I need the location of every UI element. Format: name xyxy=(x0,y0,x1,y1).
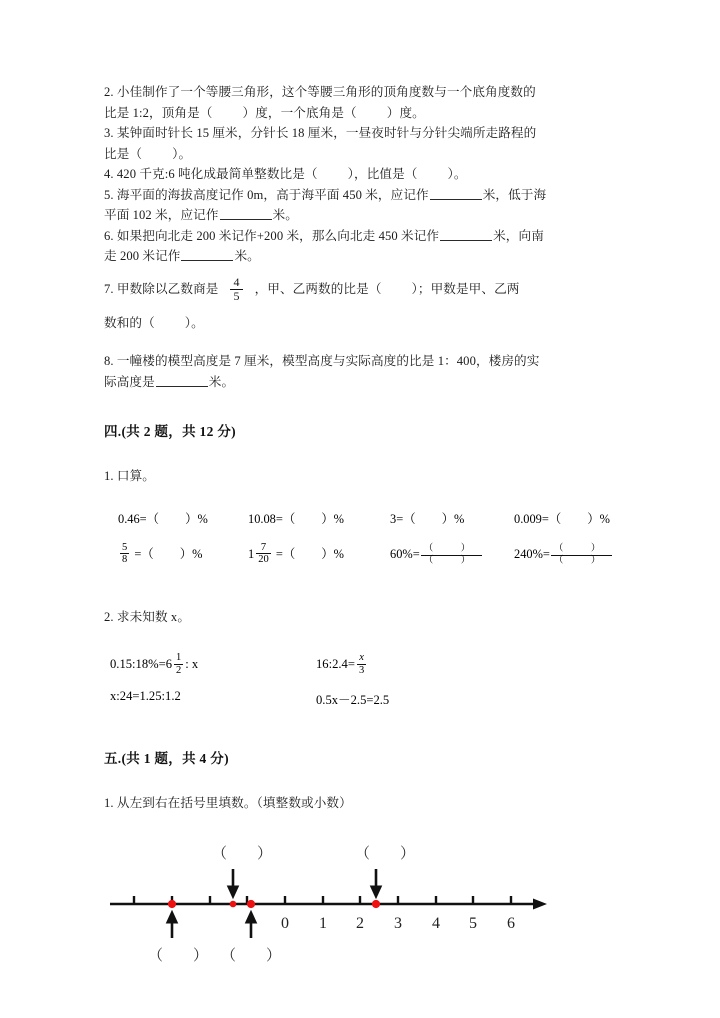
item-text: 甲数除以乙数商是 xyxy=(116,281,219,296)
fraction-numerator: 7 xyxy=(260,541,267,553)
fraction-numerator: 4 xyxy=(233,274,240,289)
blank-above-right-label[interactable]: （ ） xyxy=(355,845,416,862)
fraction-five-eighths xyxy=(120,542,129,567)
section-five-q1-title xyxy=(104,793,632,814)
oral-calc-item[interactable] xyxy=(248,509,344,527)
item-text: 小佳制作了一个等腰三角形，这个等腰三角形的顶角度数与一个底角度数的 xyxy=(116,85,536,99)
fraction-denominator-blank: （ ） xyxy=(551,555,613,568)
fraction-numerator-blank: （ ） xyxy=(423,543,480,554)
number-line-svg xyxy=(104,836,574,981)
paren-close: ） xyxy=(185,511,198,526)
expr-left: 0.46= xyxy=(118,511,147,526)
arrow-up-left-icon xyxy=(167,911,178,938)
whole-number: 1 xyxy=(248,546,255,561)
arrow-down-left-icon xyxy=(228,869,239,898)
answer-blank[interactable] xyxy=(155,310,185,336)
paren-close: ） xyxy=(179,546,193,561)
answer-underline[interactable] xyxy=(181,248,233,261)
item-number: 8. xyxy=(104,354,114,369)
item-number: 4. xyxy=(104,167,114,181)
worksheet-content xyxy=(104,82,632,986)
fill-blank-item-6 xyxy=(104,226,632,267)
item-number: 2. xyxy=(104,85,114,99)
question-text: 口算。 xyxy=(116,469,155,484)
paren-open: （ xyxy=(282,511,296,526)
item-text: 米，向南 xyxy=(493,228,544,243)
percent-sign: % xyxy=(333,546,344,561)
item-text: ）；甲数是甲、乙两 xyxy=(411,281,520,296)
item-text: ）。 xyxy=(172,146,192,161)
equals-sign: = xyxy=(275,546,283,561)
expr-left: 3= xyxy=(390,511,404,526)
number-line-figure xyxy=(104,836,632,986)
fraction-numerator: 5 xyxy=(122,541,128,553)
item-text: ）度。 xyxy=(386,105,425,120)
tick-label: 2 xyxy=(356,914,364,932)
item-text: ）。 xyxy=(184,316,204,331)
oral-calc-item[interactable] xyxy=(390,509,464,527)
answer-underline[interactable] xyxy=(440,228,492,241)
tick-label: 6 xyxy=(507,914,515,932)
blank-above-left-label[interactable]: （ ） xyxy=(212,845,273,862)
fraction-denominator: 5 xyxy=(230,289,242,304)
tick-label: 1 xyxy=(319,914,327,932)
equals-sign: = xyxy=(134,546,142,561)
oral-calc-item[interactable] xyxy=(514,543,612,568)
item-text: 一幢楼的模型高度是 7 厘米，模型高度与实际高度的比是 1：400，楼房的实 xyxy=(116,354,540,369)
answer-blank[interactable] xyxy=(318,164,348,185)
oral-calc-item[interactable] xyxy=(118,543,202,568)
item-number: 3. xyxy=(104,126,114,140)
item-text: 420 千克:6 吨化成最简单整数比是（ xyxy=(116,167,318,181)
tick-labels xyxy=(281,915,515,932)
paren-open: （ xyxy=(548,511,562,526)
blank-below-left-label[interactable]: （ ） xyxy=(148,947,209,964)
oral-calc-item[interactable] xyxy=(118,509,208,527)
expr-left: 240% xyxy=(514,546,543,561)
answer-fraction-blank[interactable] xyxy=(421,544,483,569)
item-text: 米。 xyxy=(208,374,235,389)
question-number: 1. xyxy=(104,796,114,811)
expr-left: 60% xyxy=(390,546,413,561)
equals-sign: = xyxy=(412,546,420,561)
item-text: ）。 xyxy=(447,167,467,181)
answer-underline[interactable] xyxy=(156,374,208,387)
paren-close: ） xyxy=(587,511,600,526)
fill-blank-item-2 xyxy=(104,82,632,123)
paren-open: （ xyxy=(282,546,296,561)
fraction-one-half xyxy=(174,652,183,677)
item-text: 比是 1:2，顶角是（ xyxy=(104,105,213,120)
fraction-numerator: x xyxy=(359,652,364,664)
equation-item[interactable] xyxy=(110,653,198,678)
answer-blank[interactable] xyxy=(382,276,412,302)
axis-arrowhead-icon xyxy=(533,898,547,909)
answer-underline[interactable] xyxy=(430,187,482,200)
tick-label: 0 xyxy=(281,914,289,932)
item-text: 数和的（ xyxy=(104,316,155,331)
percent-sign: % xyxy=(333,511,344,526)
red-dot xyxy=(372,899,380,907)
equals-sign: = xyxy=(542,546,550,561)
section-four-q2-title xyxy=(104,607,632,628)
paren-close: ） xyxy=(441,511,454,526)
fraction-numerator-blank: （ ） xyxy=(553,543,610,554)
fill-blank-item-7 xyxy=(104,276,632,337)
fraction-four-fifths xyxy=(230,276,242,305)
answer-blank[interactable] xyxy=(417,164,447,185)
expr-left: 0.009= xyxy=(514,511,549,526)
arrow-down-right-icon xyxy=(371,869,382,898)
section-five-header: 五.(共 1 题，共 4 分) xyxy=(104,751,229,767)
item-text: ，甲、乙两数的比是（ xyxy=(254,281,382,296)
oral-calc-item[interactable] xyxy=(390,543,482,568)
section-four-q1-title xyxy=(104,466,632,487)
fraction-x-over-three xyxy=(357,652,366,677)
fill-blank-item-3 xyxy=(104,123,632,164)
question-text: 从左到右在括号里填数。（填整数或小数） xyxy=(116,796,352,811)
answer-fraction-blank[interactable] xyxy=(551,544,613,569)
item-text: 如果把向北走 200 米记作+200 米，那么向北走 450 米记作 xyxy=(116,228,440,243)
paren-open: （ xyxy=(141,546,154,561)
equation-item[interactable]: 0.5x－2.5=2.5 xyxy=(316,693,390,708)
percent-sign: % xyxy=(197,511,208,526)
equation-row-2 xyxy=(104,689,632,713)
paren-open: （ xyxy=(403,511,416,526)
item-text: 平面 102 米，应记作 xyxy=(104,208,219,222)
paren-open: （ xyxy=(146,511,160,526)
fraction-seven-twentieths xyxy=(256,542,271,567)
tick-label: 3 xyxy=(394,914,402,932)
equation-text: 16:2.4= xyxy=(316,657,355,672)
fill-blank-item-5 xyxy=(104,185,632,226)
item-number: 6. xyxy=(104,228,114,243)
answer-blank[interactable] xyxy=(213,103,243,124)
answer-blank[interactable] xyxy=(142,144,172,165)
fraction-denominator: 8 xyxy=(122,554,128,566)
item-text: ），比值是（ xyxy=(347,167,418,181)
equation-item[interactable]: x:24=1.25:1.2 xyxy=(110,689,181,704)
blank-below-right-label[interactable]: （ ） xyxy=(221,947,282,964)
equation-text: 0.15:18%=6 xyxy=(110,657,173,672)
arrow-up-right-icon xyxy=(246,911,257,938)
item-text: 米。 xyxy=(234,249,260,263)
item-text: 米，低于海 xyxy=(482,187,547,202)
percent-sign: % xyxy=(192,546,203,561)
question-number: 2. xyxy=(104,609,114,624)
expr-left: 10.08= xyxy=(248,511,283,526)
oral-calc-row-2 xyxy=(104,543,632,573)
item-text: 走 200 米记作 xyxy=(104,249,181,263)
item-text: 际高度是 xyxy=(104,374,155,389)
oral-calc-item[interactable] xyxy=(514,509,610,527)
oral-calc-row-1 xyxy=(104,509,632,535)
fraction-denominator-blank: （ ） xyxy=(421,555,483,568)
fraction-numerator: 1 xyxy=(176,652,182,664)
fraction-denominator: 20 xyxy=(258,554,269,566)
answer-blank[interactable] xyxy=(357,103,387,124)
equation-row-1 xyxy=(104,653,632,683)
item-number: 5. xyxy=(104,187,114,202)
section-four-header: 四.(共 2 题，共 12 分) xyxy=(104,424,236,440)
paren-close: ） xyxy=(321,511,334,526)
item-text: 海平面的海拔高度记作 0m，高于海平面 450 米，应记作 xyxy=(116,187,429,202)
answer-underline[interactable] xyxy=(220,207,272,220)
percent-sign: % xyxy=(599,511,610,526)
item-text: 某钟面时针长 15 厘米，分针长 18 厘米，一昼夜时针与分针尖端所走路程的 xyxy=(116,126,537,140)
item-text: ）度，一个底角是（ xyxy=(242,105,357,120)
question-text: 求未知数 x。 xyxy=(116,609,191,624)
question-number: 1. xyxy=(104,469,114,484)
item-text: 米。 xyxy=(272,208,298,222)
fill-blank-item-4 xyxy=(104,164,632,185)
red-dot xyxy=(247,899,255,907)
percent-sign: % xyxy=(453,511,465,526)
fill-blank-item-8 xyxy=(104,351,632,392)
red-dot xyxy=(168,899,176,907)
equation-text: : x xyxy=(185,657,199,672)
tick-label: 5 xyxy=(469,914,477,932)
red-dot xyxy=(230,900,237,907)
fraction-denominator: 2 xyxy=(176,664,182,676)
item-number: 7. xyxy=(104,281,114,296)
oral-calc-item[interactable] xyxy=(248,543,344,568)
equation-item[interactable] xyxy=(316,653,368,678)
fraction-denominator: 3 xyxy=(358,664,365,676)
paren-close: ） xyxy=(321,546,334,561)
tick-label: 4 xyxy=(432,914,440,932)
item-text: 比是（ xyxy=(104,146,143,161)
